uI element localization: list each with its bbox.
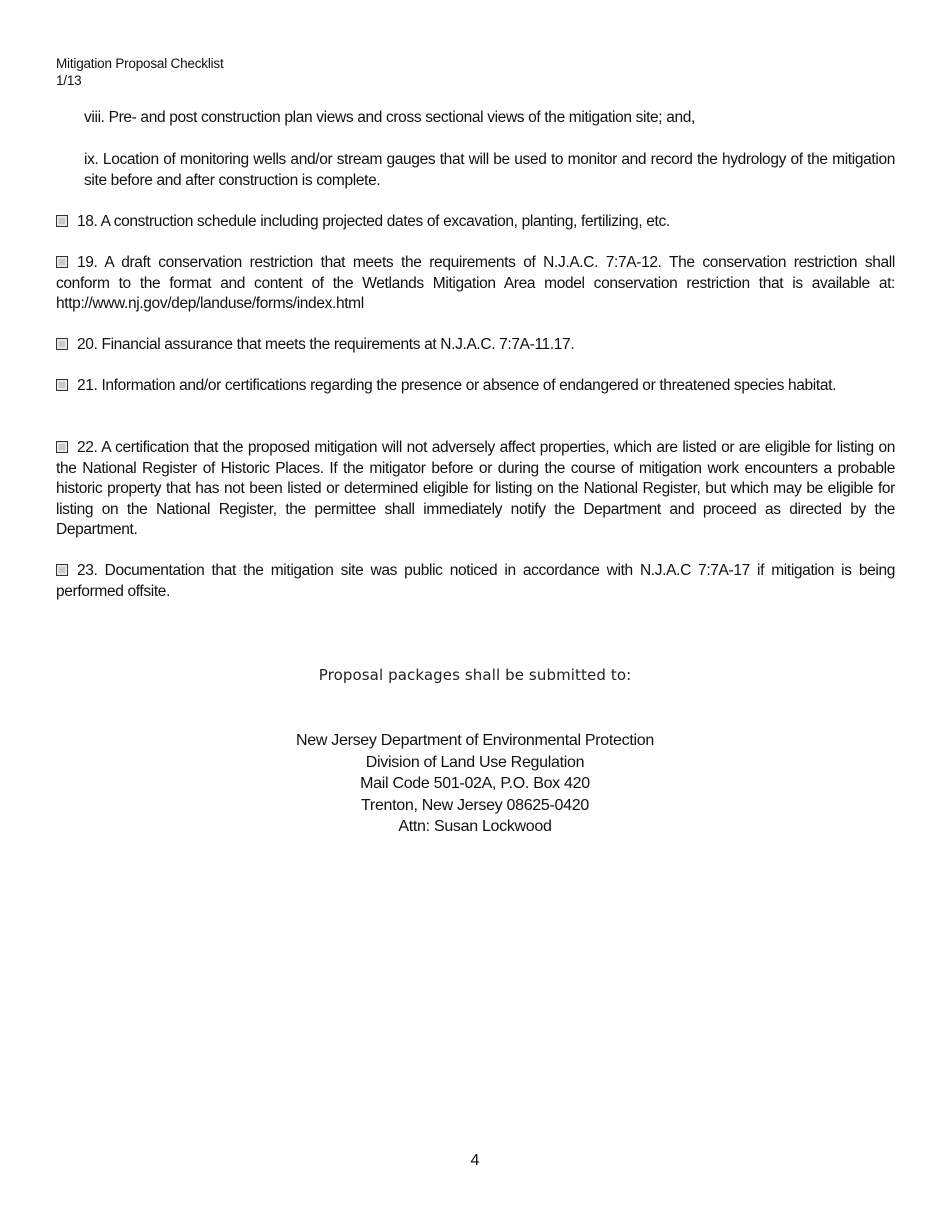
checklist-item-18 (56, 212, 895, 233)
item-21-text: 21. Information and/or certifications regarding the presence or absence of endangered or threatened species habitat. (77, 377, 837, 394)
checklist-item-23 (56, 561, 895, 602)
address-line-5: Attn: Susan Lockwood (398, 818, 552, 835)
address-line-4: Trenton, New Jersey 08625-0420 (361, 796, 589, 814)
checklist-item-19 (56, 253, 895, 315)
checkbox-20[interactable] (56, 338, 68, 350)
checklist-subitem-viii (84, 108, 895, 129)
subitem-viii-text: viii. Pre- and post construction plan views and cross sectional views of the mitigation site; and, (84, 109, 695, 126)
checklist-item-21 (56, 376, 895, 397)
checkbox-23[interactable] (56, 564, 68, 576)
header-revision: 1/13 (56, 73, 82, 88)
page-number: 4 (470, 1152, 480, 1169)
item-19-text: 19. A draft conservation restriction that meets the requirements of N.J.A.C. 7:7A-12. The conservation restriction shall conform to the format and content of the Wetlands Mitigation Area model conservation restriction that is available at: http://www.nj.gov/dep/landuse/forms/index.html (56, 254, 895, 312)
checklist-item-22 (56, 438, 895, 541)
subitem-ix-text: ix. Location of monitoring wells and/or stream gauges that will be used to monitor and record the hydrology of the mitigation site before and after construction is complete. (84, 151, 895, 189)
submission-heading: Proposal packages shall be submitted to: (318, 666, 632, 684)
address-line-2: Division of Land Use Regulation (365, 753, 585, 771)
checkbox-21[interactable] (56, 379, 68, 391)
page-header (56, 55, 224, 89)
checklist-subitem-ix (84, 150, 895, 191)
checkbox-18[interactable] (56, 215, 68, 227)
checkbox-19[interactable] (56, 256, 68, 268)
item-18-text: 18. A construction schedule including projected dates of excavation, planting, fertilizing, etc. (77, 213, 670, 230)
header-title: Mitigation Proposal Checklist (56, 56, 224, 71)
mailing-address (0, 730, 950, 838)
item-22-text: 22. A certification that the proposed mitigation will not adversely affect properties, which are listed or are eligible for listing on the National Register of Historic Places. If the mitigator before or during the course of mitigation work encounters a probable historic property that has not been listed or determined eligible for listing on the National Register, but which may be eligible for listing on the National Register, the permittee shall immediately notify the Department and proceed as directed by the Department. (56, 439, 895, 538)
item-23-text: 23. Documentation that the mitigation site was public noticed in accordance with N.J.A.C 7:7A-17 if mitigation is being performed offsite. (56, 562, 895, 600)
item-20-text: 20. Financial assurance that meets the requirements at N.J.A.C. 7:7A-11.17. (77, 336, 575, 353)
checklist-item-20 (56, 335, 895, 356)
address-line-1: New Jersey Department of Environmental Protection (296, 732, 654, 749)
address-line-3: Mail Code 501-02A, P.O. Box 420 (360, 775, 590, 792)
checkbox-22[interactable] (56, 441, 68, 453)
